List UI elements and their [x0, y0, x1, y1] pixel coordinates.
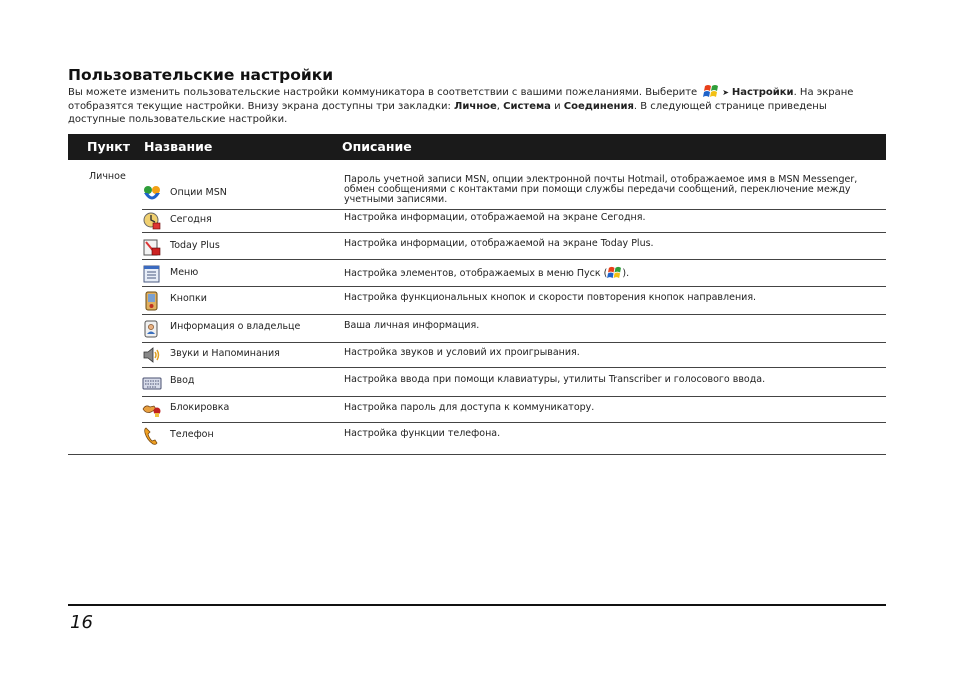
sounds-icon — [142, 345, 162, 365]
row-name: Блокировка — [170, 402, 230, 413]
table-row — [142, 343, 886, 367]
row-name: Ввод — [170, 375, 195, 386]
page-title: Пользовательские настройки — [68, 66, 334, 84]
table-bottom-border — [68, 454, 886, 455]
intro-paragraph — [68, 84, 883, 127]
msn-icon — [142, 184, 162, 204]
header-description: Описание — [342, 139, 412, 154]
row-description-part: Настройка элементов, отображаемых в меню Пуск ( — [344, 268, 608, 279]
keyboard-icon — [142, 373, 162, 393]
and-word: и — [550, 100, 564, 112]
row-description: Пароль учетной записи MSN, опции электронной почты Hotmail, отображаемое имя в MSN Messenger, обмен сообщениями с контактами при помощи службы передачи сообщений, переключение между учетными записями. — [344, 174, 858, 205]
row-description: Настройка функциональных кнопок и скорости повторения кнопок направления. — [344, 292, 757, 303]
tab-system-label: Система — [503, 100, 551, 112]
table-row — [142, 287, 886, 314]
row-name: Today Plus — [170, 240, 220, 251]
header-name: Название — [144, 139, 213, 154]
page-number: 16 — [70, 612, 93, 633]
phone-icon — [142, 426, 162, 446]
footer-rule — [68, 604, 886, 606]
row-description: Настройка функции телефона. — [344, 428, 501, 439]
row-description: Ваша личная информация. — [344, 320, 480, 331]
intro-text: Вы можете изменить пользовательские настройки коммуникатора в соответствии с вашими пожеланиями. Выберите — [68, 87, 698, 98]
table-row — [142, 315, 886, 342]
windows-start-icon — [703, 84, 719, 98]
table-row — [142, 423, 886, 454]
today-plus-icon — [142, 237, 162, 257]
table-header — [68, 134, 886, 160]
menu-icon — [142, 264, 162, 284]
row-name: Сегодня — [170, 214, 212, 225]
row-name: Звуки и Напоминания — [170, 348, 280, 359]
row-description: Настройка звуков и условий их проигрывания. — [344, 347, 580, 358]
row-description: Настройка информации, отображаемой на экране Today Plus. — [344, 238, 654, 249]
windows-start-icon — [607, 266, 622, 279]
today-icon — [142, 211, 162, 231]
owner-info-icon — [142, 319, 162, 339]
row-description: Настройка информации, отображаемой на экране Сегодня. — [344, 212, 646, 223]
row-name: Опции MSN — [170, 187, 227, 198]
buttons-icon — [142, 291, 162, 311]
table-row — [142, 233, 886, 259]
header-item: Пункт — [87, 139, 130, 154]
category-label: Личное — [89, 171, 126, 182]
table-row — [142, 368, 886, 396]
table-row — [142, 260, 886, 286]
row-name: Кнопки — [170, 293, 207, 304]
row-description: Настройка ввода при помощи клавиатуры, утилиты Transcriber и голосового ввода. — [344, 374, 766, 385]
arrow-icon: ➤ — [722, 88, 729, 97]
tab-personal-label: Личное — [454, 100, 497, 112]
row-name: Информация о владельце — [170, 321, 301, 332]
table-row — [142, 172, 886, 208]
row-name: Телефон — [170, 429, 214, 440]
lock-icon — [142, 400, 162, 420]
table-row — [142, 397, 886, 422]
row-description — [344, 266, 874, 279]
tab-connections-label: Соединения — [563, 100, 634, 112]
row-name: Меню — [170, 267, 199, 278]
settings-label: Настройки — [731, 87, 794, 98]
intro-text-2: . На экране отобразятся текущие настройки. Внизу экрана доступны три закладки: — [68, 87, 854, 112]
row-description-part: ). — [622, 268, 630, 279]
table-row — [142, 210, 886, 232]
intro-text-3: . В следующей странице приведены доступные пользовательские настройки. — [68, 100, 827, 125]
row-description: Настройка пароль для доступа к коммуникатору. — [344, 402, 595, 413]
comma: , — [496, 100, 504, 112]
